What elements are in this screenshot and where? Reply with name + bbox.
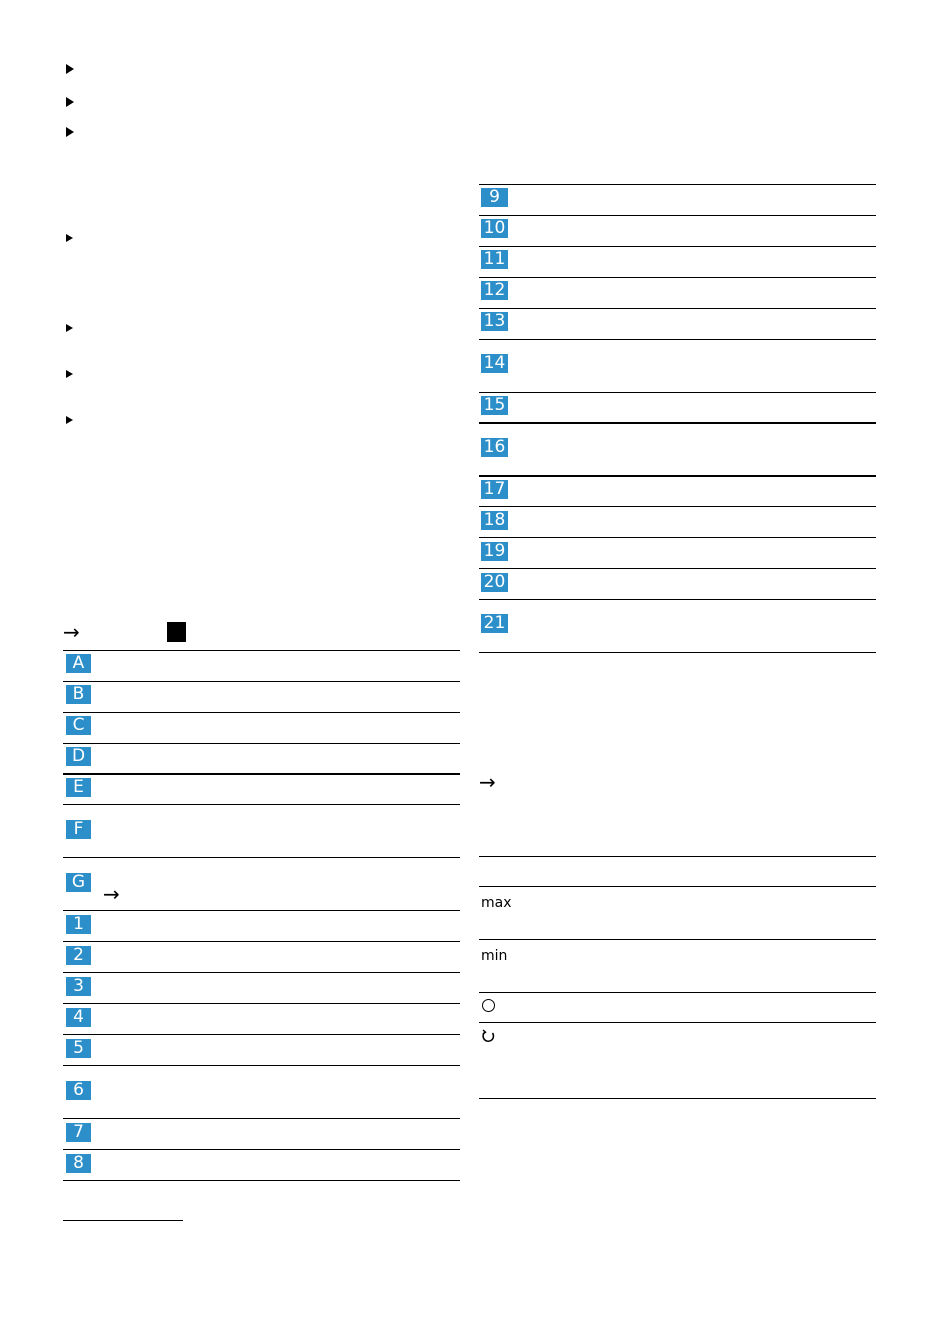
legend-badge-21: 21: [481, 614, 508, 633]
legend-badge-6: 6: [66, 1081, 91, 1100]
legend-badge-17: 17: [481, 480, 508, 499]
table-rule: [479, 246, 876, 247]
legend-badge-g: G: [66, 873, 91, 892]
rotate-icon: [481, 1029, 496, 1044]
legend-badge-f: F: [66, 820, 91, 839]
table-rule: [63, 712, 460, 713]
legend-badge-c: C: [66, 716, 91, 735]
max-label: max: [481, 895, 512, 911]
circle-icon: [482, 999, 495, 1012]
table-rule: [63, 857, 460, 858]
table-rule: [63, 743, 460, 744]
legend-badge-7: 7: [66, 1123, 91, 1142]
table-rule: [479, 422, 876, 424]
table-rule: [63, 650, 460, 651]
min-label: min: [481, 948, 508, 964]
table-rule: [479, 392, 876, 393]
table-rule: [63, 773, 460, 775]
legend-badge-20: 20: [481, 573, 508, 592]
legend-badge-14: 14: [481, 354, 508, 373]
table-rule: [63, 681, 460, 682]
legend-badge-d: D: [66, 747, 91, 766]
reference-arrow: →: [63, 620, 80, 644]
table-rule: [63, 1065, 460, 1066]
bullet-marker: [66, 97, 74, 107]
table-rule: [479, 1022, 876, 1023]
table-rule: [479, 568, 876, 569]
table-rule: [63, 1149, 460, 1150]
bullet-marker: [66, 324, 73, 332]
table-rule: [479, 939, 876, 940]
table-rule: [63, 1118, 460, 1119]
legend-badge-5: 5: [66, 1039, 91, 1058]
legend-badge-1: 1: [66, 915, 91, 934]
table-rule: [479, 277, 876, 278]
table-rule: [479, 537, 876, 538]
reference-arrow: →: [479, 770, 496, 794]
table-rule: [479, 652, 876, 653]
legend-badge-3: 3: [66, 977, 91, 996]
legend-badge-18: 18: [481, 511, 508, 530]
legend-badge-b: B: [66, 685, 91, 704]
table-rule: [479, 992, 876, 993]
black-square-marker: [167, 622, 186, 642]
legend-badge-9: 9: [481, 188, 508, 207]
legend-badge-19: 19: [481, 542, 508, 561]
footnote-rule: [63, 1220, 183, 1221]
table-rule: [63, 804, 460, 805]
bullet-marker: [66, 416, 73, 424]
bullet-marker: [66, 64, 74, 74]
table-rule: [479, 506, 876, 507]
legend-badge-12: 12: [481, 281, 508, 300]
bullet-marker: [66, 370, 73, 378]
bullet-marker: [66, 127, 74, 137]
table-rule: [479, 215, 876, 216]
legend-badge-8: 8: [66, 1154, 91, 1173]
table-rule: [63, 941, 460, 942]
reference-arrow: →: [103, 882, 120, 906]
table-rule: [63, 1003, 460, 1004]
table-rule: [63, 1034, 460, 1035]
bullet-marker: [66, 234, 73, 242]
table-rule: [479, 475, 876, 477]
table-rule: [479, 886, 876, 887]
table-rule: [479, 308, 876, 309]
table-rule: [479, 1098, 876, 1099]
table-rule: [479, 856, 876, 857]
legend-badge-16: 16: [481, 438, 508, 457]
table-rule: [63, 910, 460, 911]
table-rule: [479, 599, 876, 600]
legend-badge-2: 2: [66, 946, 91, 965]
table-rule: [479, 184, 876, 185]
legend-badge-15: 15: [481, 396, 508, 415]
legend-badge-10: 10: [481, 219, 508, 238]
legend-badge-13: 13: [481, 312, 508, 331]
legend-badge-e: E: [66, 778, 91, 797]
table-rule: [479, 339, 876, 340]
legend-badge-4: 4: [66, 1008, 91, 1027]
table-rule: [63, 1180, 460, 1181]
legend-badge-a: A: [66, 654, 91, 673]
legend-badge-11: 11: [481, 250, 508, 269]
table-rule: [63, 972, 460, 973]
